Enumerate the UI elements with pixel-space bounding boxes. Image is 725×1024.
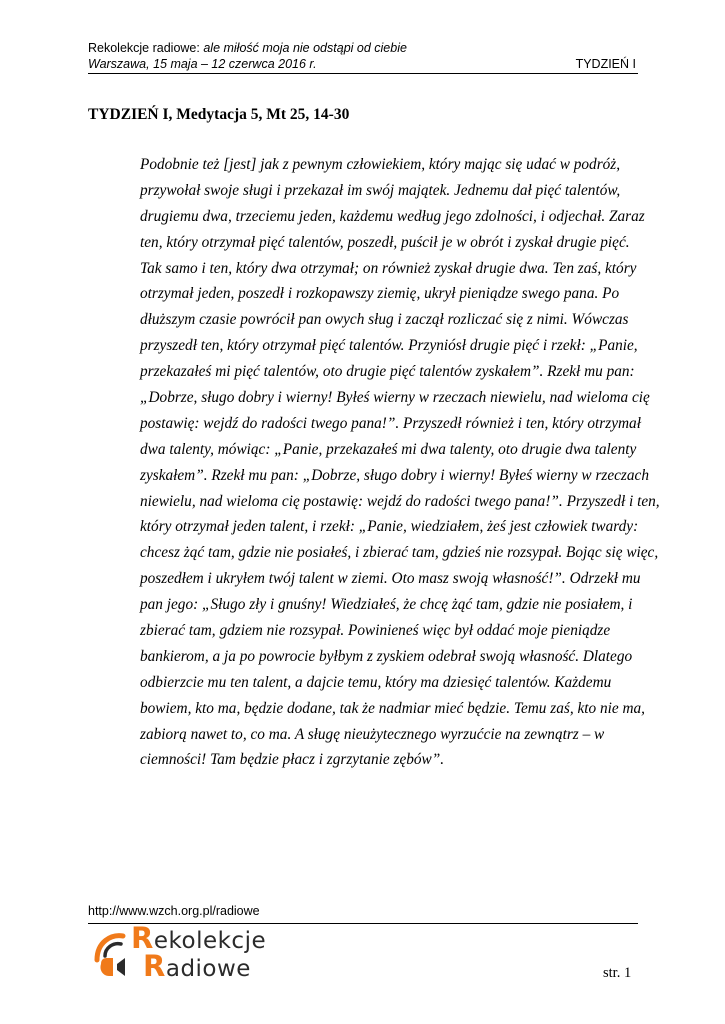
text-line: „Dobrze, sługo dobry i wierny! Byłeś wierny w rzeczach niewielu, nad wieloma cię (140, 389, 650, 407)
header-dates-row (88, 57, 638, 74)
text-line: zyskałem”. Rzekł mu pan: „Dobrze, sługo dobry i wierny! Byłeś wierny w rzeczach (140, 466, 649, 484)
text-line: niewielu, nad wieloma cię postawię: wejdź do radości twego pana!”. Przyszedł i ten, (140, 492, 660, 510)
text-line: przyszedł ten, który otrzymał pięć talentów. Przyniósł drugie pięć i rzekł: „Panie, (140, 337, 638, 355)
text-line: zabiorą nawet to, co ma. A sługę nieużytecznego wyrzućcie na zewnątrz – w (140, 725, 605, 743)
header-series-name: Rekolekcje radiowe: (88, 41, 200, 55)
page-title: TYDZIEŃ I, Medytacja 5, Mt 25, 14-30 (88, 106, 350, 123)
text-line: Podobnie też [jest] jak z pewnym człowiekiem, który mając się udać w podróż, (140, 156, 621, 173)
page-number: str. 1 (603, 965, 632, 981)
text-line: przekazałeś mi pięć talentów, oto drugie pięć talentów zyskałem”. Rzekł mu pan: (140, 363, 635, 381)
footer-url[interactable]: http://www.wzch.org.pl/radiowe (88, 904, 260, 918)
header-series (88, 41, 638, 56)
text-line: postawię: wejdź do radości twego pana!”. Przyszedł również i ten, który otrzymał (140, 414, 641, 432)
text-line: pan jego: „Sługo zły i gnuśny! Wiedziałeś, że chcę żąć tam, gdzie nie posiałem, i (140, 596, 633, 614)
text-line: przywołał swoje sługi i przekazał im swój majątek. Jednemu dał pięć talentów, (140, 181, 621, 199)
text-line: zbierać tam, gdziem nie rozsypał. Powinieneś więc był oddać moje pieniądze (140, 622, 611, 640)
scripture-text (140, 152, 660, 773)
text-line: ten, który otrzymał pięć talentów, poszedł, puścił je w obrót i zyskał drugie pięć. (140, 233, 630, 251)
rekolekcje-radiowe-logo (91, 921, 311, 983)
header-dates: Warszawa, 15 maja – 12 czerwca 2016 r. (88, 57, 317, 71)
text-line: otrzymał jeden, poszedł i rozkopawszy ziemię, ukrył pieniądze swego pana. Po (140, 285, 620, 303)
text-line: dłuższym czasie powrócił pan owych sług i zaczął rozliczać się z nimi. Wówczas (140, 311, 629, 329)
text-line: chcesz żąć tam, gdzie nie posiałeś, i zbierać tam, gdzieś nie rozsypał. Bojąc się więc, (140, 544, 659, 562)
text-line: poszedłem i ukryłem twój talent w ziemi. Oto masz swoją własność!”. Odrzekł mu (140, 570, 641, 588)
text-line: który otrzymał jeden talent, i rzekł: „Panie, wiedziałem, żeś jest człowiek twardy: (140, 518, 639, 536)
header-week: TYDZIEŃ I (575, 57, 636, 71)
footer-divider (88, 923, 638, 924)
text-line: bowiem, kto ma, będzie dodane, tak że nadmiar mieć będzie. Temu zaś, kto nie ma, (140, 699, 646, 717)
logo-wordmark: Rekolekcje Radiowe (131, 921, 267, 983)
text-line: ciemności! Tam będzie płacz i zgrzytanie zębów”. (140, 751, 445, 769)
header-series-subtitle: ale miłość moja nie odstąpi od ciebie (203, 41, 407, 55)
text-line: drugiemu dwa, trzeciemu jeden, każdemu według jego zdolności, i odjechał. Zaraz (140, 207, 645, 225)
text-line: odbierzcie mu ten talent, a dajcie temu, który ma dziesięć talentów. Każdemu (140, 673, 612, 691)
text-line: dwa talenty, mówiąc: „Panie, przekazałeś mi dwa talenty, oto drugie dwa talenty (140, 440, 637, 458)
text-line: bankierom, a ja po powrocie byłbym z zyskiem odebrał swoją własność. Dlatego (140, 647, 633, 665)
text-line: Tak samo i ten, który dwa otrzymał; on również zyskał drugie dwa. Ten zaś, który (140, 259, 637, 277)
